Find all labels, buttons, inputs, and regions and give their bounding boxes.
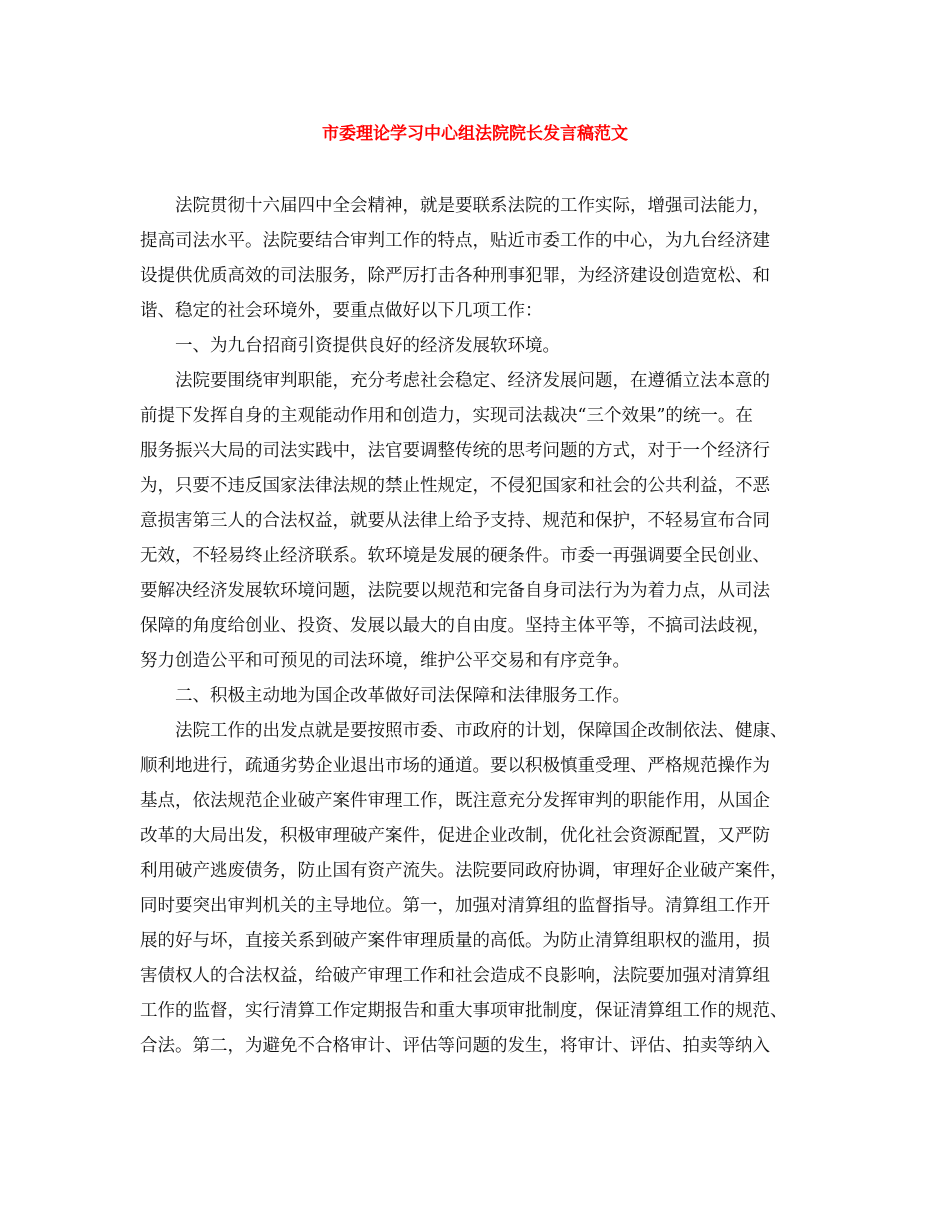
text-line: 保障的角度给创业、投资、发展以最大的自由度。坚持主体平等，不搞司法歧视， [140, 616, 770, 636]
text-line: 为，只要不违反国家法律法规的禁止性规定，不侵犯国家和社会的公共利益，不恶 [140, 476, 770, 496]
text-line: 前提下发挥自身的主观能动作用和创造力，实现司法裁决“三个效果”的统一。在 [140, 406, 753, 426]
text-line: 努力创造公平和可预见的司法环境，维护公平交易和有序竞争。 [140, 651, 630, 671]
text-line: 无效，不轻易终止经济联系。软环境是发展的硬条件。市委一再强调要全民创业、 [140, 546, 770, 566]
text-line: 展的好与坏，直接关系到破产案件审理质量的高低。为防止清算组职权的滥用，损 [140, 931, 770, 951]
text-line: 工作的监督，实行清算工作定期报告和重大事项审批制度，保证清算组工作的规范、 [140, 1001, 788, 1021]
document-title: 市委理论学习中心组法院院长发言稿范文 [322, 124, 628, 144]
text-line: 意损害第三人的合法权益，就要从法律上给予支持、规范和保护，不轻易宣布合同 [140, 511, 770, 531]
text-line: 基点，依法规范企业破产案件审理工作，既注意充分发挥审判的职能作用，从国企 [140, 791, 770, 811]
text-line: 改革的大局出发，积极审理破产案件，促进企业改制，优化社会资源配置，又严防 [140, 826, 770, 846]
text-line: 利用破产逃废债务，防止国有资产流失。法院要同政府协调，审理好企业破产案件， [140, 861, 788, 881]
text-line: 法院工作的出发点就是要按照市委、市政府的计划，保障国企改制依法、健康、 [140, 721, 788, 741]
text-line: 法院贯彻十六届四中全会精神，就是要联系法院的工作实际，增强司法能力， [140, 196, 770, 216]
text-line: 服务振兴大局的司法实践中，法官要调整传统的思考问题的方式，对于一个经济行 [140, 441, 770, 461]
text-line: 合法。第二，为避免不合格审计、评估等问题的发生，将审计、评估、拍卖等纳入 [140, 1036, 770, 1056]
text-line: 一、为九台招商引资提供良好的经济发展软环境。 [140, 336, 560, 356]
text-line: 二、积极主动地为国企改革做好司法保障和法律服务工作。 [140, 686, 630, 706]
text-line: 提高司法水平。法院要结合审判工作的特点，贴近市委工作的中心，为九台经济建 [140, 231, 770, 251]
text-line: 害债权人的合法权益，给破产审理工作和社会造成不良影响，法院要加强对清算组 [140, 966, 770, 986]
text-line: 设提供优质高效的司法服务，除严厉打击各种刑事犯罪，为经济建设创造宽松、和 [140, 266, 770, 286]
text-line: 谐、稳定的社会环境外，要重点做好以下几项工作： [140, 301, 543, 321]
text-line: 要解决经济发展软环境问题，法院要以规范和完备自身司法行为为着力点，从司法 [140, 581, 770, 601]
text-line: 同时要突出审判机关的主导地位。第一，加强对清算组的监督指导。清算组工作开 [140, 896, 770, 916]
text-line: 顺利地进行，疏通劣势企业退出市场的通道。要以积极慎重受理、严格规范操作为 [140, 756, 770, 776]
text-line: 法院要围绕审判职能，充分考虑社会稳定、经济发展问题，在遵循立法本意的 [140, 371, 770, 391]
